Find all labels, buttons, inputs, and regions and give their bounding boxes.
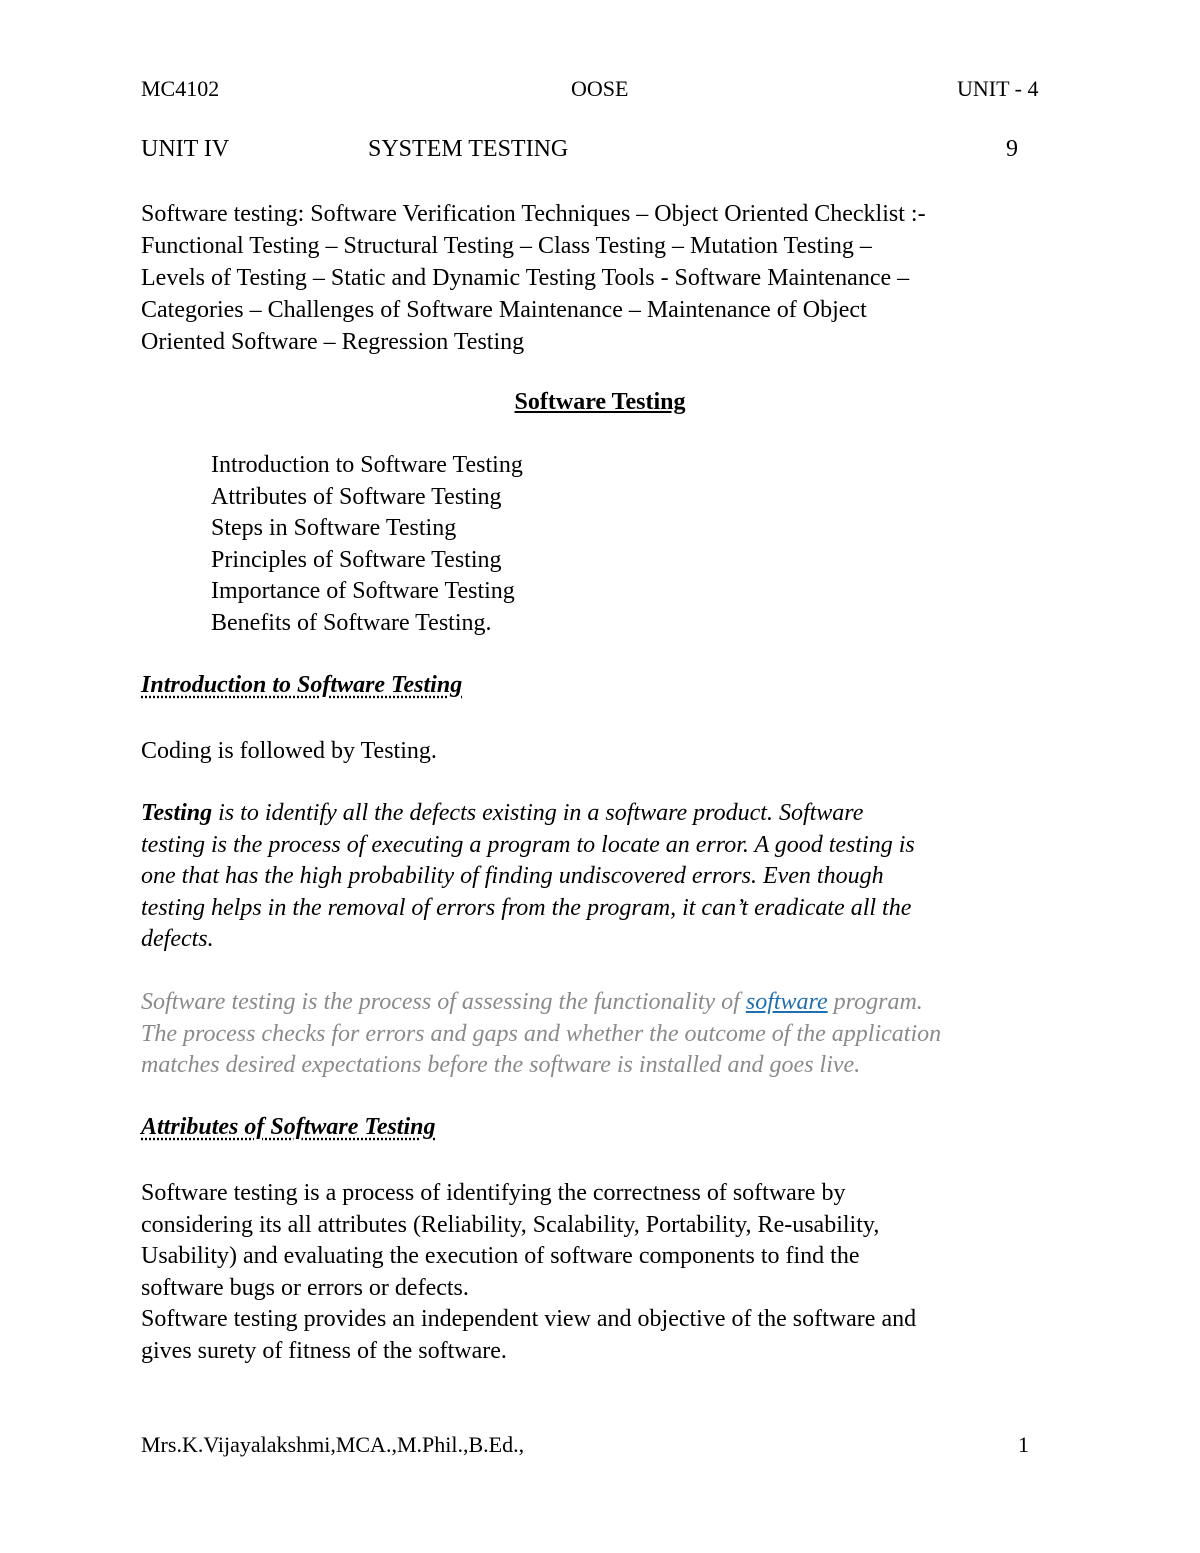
syllabus-line: Oriented Software – Regression Testing bbox=[141, 329, 525, 355]
testing-line: testing helps in the removal of errors from the program, it can’t eradicate all the bbox=[141, 894, 912, 921]
intro-first-line: Coding is followed by Testing. bbox=[141, 738, 437, 764]
header-unit: UNIT - 4 bbox=[957, 76, 1039, 101]
toc-item: Benefits of Software Testing. bbox=[211, 609, 492, 636]
footer-page-number: 1 bbox=[1018, 1432, 1029, 1457]
toc-item: Principles of Software Testing bbox=[211, 546, 502, 573]
grey-line: program. bbox=[827, 989, 923, 1015]
attributes-line: software bugs or errors or defects. bbox=[141, 1274, 469, 1301]
syllabus-line: Categories – Challenges of Software Maintenance – Maintenance of Object bbox=[141, 297, 867, 323]
syllabus-line: Levels of Testing – Static and Dynamic Testing Tools - Software Maintenance – bbox=[141, 265, 910, 291]
grey-paragraph bbox=[141, 987, 941, 1082]
syllabus-paragraph bbox=[141, 198, 1081, 358]
software-link[interactable]: software bbox=[745, 989, 828, 1015]
grey-line: matches desired expectations before the software is installed and goes live. bbox=[141, 1052, 861, 1078]
unit-title: SYSTEM TESTING bbox=[368, 136, 569, 162]
attributes-line: Usability) and evaluating the execution of software components to find the bbox=[141, 1243, 860, 1269]
syllabus-line: Software testing: Software Verification Techniques – Object Oriented Checklist :- bbox=[141, 201, 926, 227]
attributes-line: gives surety of fitness of the software. bbox=[141, 1337, 507, 1364]
grey-line: Software testing is the process of assessing the functionality of bbox=[141, 989, 746, 1015]
attributes-line: Software testing is a process of identifying the correctness of software by bbox=[141, 1180, 846, 1206]
toc-item: Introduction to Software Testing bbox=[211, 452, 523, 478]
attributes-paragraph bbox=[141, 1178, 916, 1367]
toc-item: Attributes of Software Testing bbox=[211, 483, 502, 510]
toc-list bbox=[211, 450, 523, 639]
toc-item: Steps in Software Testing bbox=[211, 515, 457, 541]
unit-hours: 9 bbox=[1006, 136, 1018, 162]
syllabus-line: Functional Testing – Structural Testing – Class Testing – Mutation Testing – bbox=[141, 233, 872, 259]
testing-line: defects. bbox=[141, 926, 214, 952]
testing-line: testing is the process of executing a program to locate an error. A good testing is bbox=[141, 831, 915, 858]
intro-heading: Introduction to Software Testing bbox=[141, 672, 463, 698]
testing-line: one that has the high probability of finding undiscovered errors. Even though bbox=[141, 863, 884, 889]
attributes-line: considering its all attributes (Reliability, Scalability, Portability, Re-usability, bbox=[141, 1211, 880, 1238]
testing-definition bbox=[141, 798, 915, 956]
header-course-code: MC4102 bbox=[141, 76, 220, 101]
attributes-heading: Attributes of Software Testing bbox=[141, 1114, 436, 1140]
footer-author: Mrs.K.Vijayalakshmi,MCA.,M.Phil.,B.Ed., bbox=[141, 1432, 525, 1457]
attributes-line: Software testing provides an independent view and objective of the software and bbox=[141, 1306, 917, 1332]
unit-label: UNIT IV bbox=[141, 136, 230, 162]
testing-term: Testing bbox=[141, 800, 213, 826]
main-title: Software Testing bbox=[514, 389, 686, 415]
toc-item: Importance of Software Testing bbox=[211, 578, 515, 604]
testing-line: is to identify all the defects existing in a software product. Software bbox=[212, 800, 864, 826]
grey-line: The process checks for errors and gaps and whether the outcome of the application bbox=[141, 1020, 942, 1047]
header-subject: OOSE bbox=[571, 76, 629, 101]
